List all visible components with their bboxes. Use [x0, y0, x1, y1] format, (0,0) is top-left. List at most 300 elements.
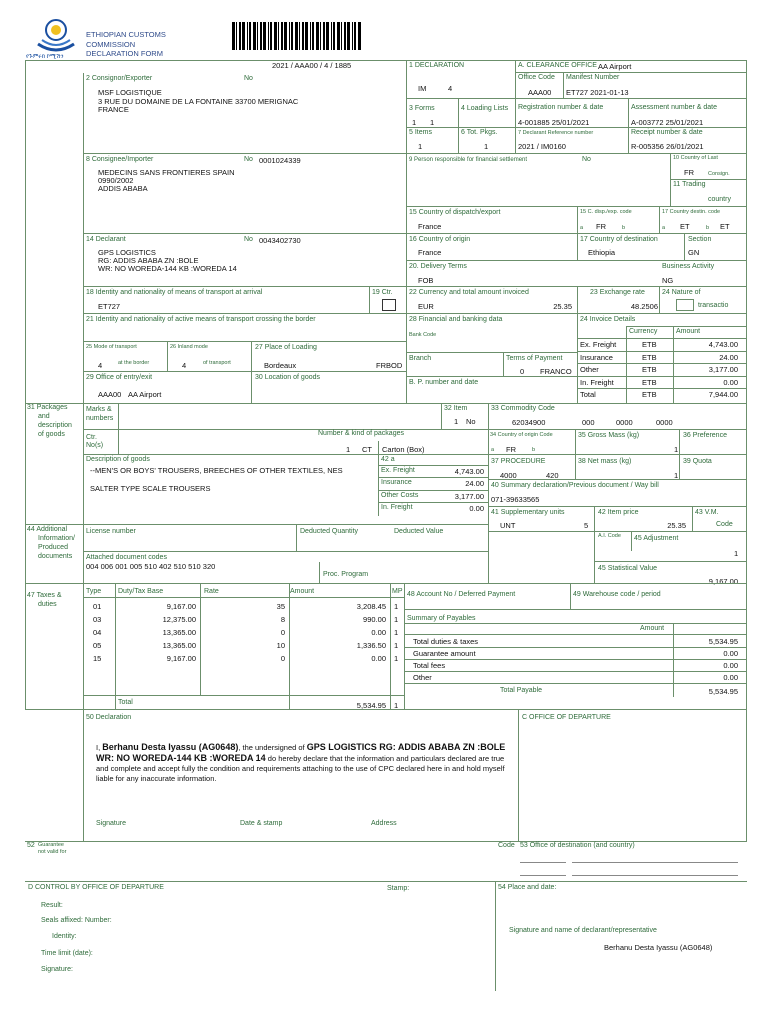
dest-b: b: [706, 225, 710, 231]
origin-value: France: [418, 248, 442, 257]
declarant-no-label: No: [244, 236, 253, 243]
barcode-bar: [347, 22, 350, 50]
mode-border-label: 25 Mode of transport: [86, 344, 137, 350]
section-label: Section: [688, 236, 712, 243]
barcode-bar: [249, 22, 251, 50]
dispatch-a: a: [580, 225, 584, 231]
delivery-value: FOB: [418, 276, 434, 285]
barcode-bar: [253, 22, 256, 50]
invoice-row-currency: ETB: [642, 352, 657, 362]
loading-code: FRBOD: [376, 361, 403, 370]
location-label: 30 Location of goods: [255, 374, 320, 381]
barcode-bar: [358, 22, 361, 50]
mode-border-sub: at the border: [118, 360, 150, 366]
payables-label: Summary of Payables: [407, 615, 476, 622]
declarant-l1: GPS LOGISTICS: [98, 248, 156, 257]
tot-pkgs-value: 1: [484, 142, 489, 151]
barcode-bar: [242, 22, 245, 50]
pkgs-n: 1: [346, 445, 351, 454]
dispatch-value: France: [418, 222, 442, 231]
office-code: AAA00: [528, 88, 552, 97]
invoice-row-name: Other: [580, 365, 599, 374]
nature-box: [676, 299, 694, 311]
invoice-row-amount: 24.00: [719, 352, 738, 362]
rule-line: [577, 338, 747, 339]
goods-side-3: description: [38, 422, 72, 429]
org-line1: ETHIOPIAN CUSTOMS: [86, 30, 166, 39]
business-value: NG: [662, 276, 674, 285]
supp-label: 41 Supplementary units: [491, 509, 565, 516]
assessment-value: A-003772 25/01/2021: [631, 118, 704, 127]
consignor-l1: MSF LOGISTIQUE: [98, 88, 162, 97]
a42-row-value: 0.00: [469, 503, 484, 513]
bp-label: B. P. number and date: [409, 379, 479, 386]
barcode-bar: [305, 22, 308, 50]
rule-line: [673, 623, 674, 697]
dest-code2: ET: [720, 222, 730, 231]
marks-label2: numbers: [86, 415, 114, 422]
consignee-l3: ADDIS ABABA: [98, 184, 148, 193]
barcode-bar: [323, 22, 325, 50]
barcode-bar: [341, 22, 342, 50]
guarantee-code-label: Code: [498, 842, 515, 849]
pkgs-desc: Carton (Box): [382, 445, 425, 454]
receipt-label: Receipt number & date: [631, 129, 703, 136]
barcode-bar: [302, 22, 304, 50]
gross-label: 35 Gross Mass (kg): [578, 432, 640, 439]
fin-bank-label: 28 Financial and banking data: [409, 316, 503, 323]
item-v1: 1: [454, 417, 459, 426]
barcode-bar: [326, 22, 329, 50]
guarantee-sub2: not valid for: [38, 849, 67, 855]
country-last-sub: Consign.: [708, 171, 730, 177]
consignor-l2: 3 RUE DU DOMAINE DE LA FONTAINE 33700 MERIGNAC: [98, 97, 299, 106]
consignor-no-label: No: [244, 75, 253, 82]
commodity-label: 33 Commodity Code: [491, 405, 555, 412]
forms-label: 3 Forms: [409, 105, 435, 112]
a42-row-name: Ex. Freight: [381, 467, 415, 474]
additional-side-4: documents: [38, 553, 73, 560]
declaration-text: [96, 742, 506, 784]
commodity-c1: 000: [582, 418, 595, 427]
invoice-row-amount: 4,743.00: [708, 340, 738, 349]
rule-line: [404, 659, 747, 660]
gross-value: 1: [674, 445, 679, 454]
country-last-label: 10 Country of Last: [673, 155, 718, 161]
rule-line: [577, 351, 747, 352]
origin-code-b: b: [532, 447, 536, 453]
summary-value: 071-39633565: [491, 495, 540, 504]
ctr-no-label: Ctr.: [86, 434, 97, 441]
declarant-l2: RG: ADDIS ABABA ZN :BOLE: [98, 256, 199, 265]
barcode-bar: [331, 22, 332, 50]
goods-side-1: 31 Packages: [27, 404, 68, 411]
branch-label: Branch: [409, 355, 432, 362]
barcode-bar: [354, 22, 356, 50]
box1-v1: IM: [418, 84, 427, 93]
commodity-c2: 0000: [616, 418, 633, 427]
loading-value: Bordeaux: [264, 361, 297, 370]
taxes-total-mp: 1: [394, 701, 399, 710]
terms-v1: 0: [520, 367, 525, 376]
sig-name: Berhanu Desta Iyassu (AG0648): [604, 943, 713, 952]
deducted-val-label: Deducted Value: [394, 528, 444, 535]
additional-side-3: Produced: [38, 544, 68, 551]
ai-code-label: A.I. Code: [598, 533, 621, 539]
ctr-checkbox[interactable]: [382, 299, 396, 311]
invoice-row-name: Total: [580, 390, 596, 399]
payable-row-name: Total duties & taxes: [413, 637, 479, 646]
terms-v2: FRANCO: [540, 367, 572, 376]
barcode-bar: [344, 22, 346, 50]
payable-row-value: 0.00: [723, 673, 738, 682]
a42-row-value: 24.00: [465, 479, 484, 489]
stat-value: 9,167.00: [708, 577, 738, 586]
rule-line: [404, 647, 747, 648]
declaration-p1: I,: [96, 743, 103, 752]
place-date-label: 54 Place and date:: [498, 884, 557, 891]
transport-arrival-label: 18 Identity and nationality of means of transport at arrival: [86, 289, 263, 296]
dest-code: ET: [680, 222, 690, 231]
invoice-row-currency: ETB: [642, 340, 657, 349]
origin-label: 16 Country of origin: [409, 236, 471, 243]
tax-row-type: 04: [93, 628, 102, 637]
barcode-bar: [268, 22, 269, 50]
invoice-amount-label: Amount: [676, 328, 701, 335]
tot-pkgs-label: 6 Tot. Pkgs.: [461, 129, 498, 136]
items-value: 1: [418, 142, 423, 151]
item-v2: No: [466, 417, 476, 426]
taxes-side-2: duties: [38, 601, 57, 608]
invoice-row-currency: ETB: [642, 377, 657, 387]
ctr-label: 19 Ctr.: [372, 289, 393, 296]
a42-row-name: In. Freight: [381, 503, 413, 511]
rule-line: [378, 465, 488, 466]
seals-label: Seals affixed: Number:: [41, 917, 112, 924]
warehouse-label: 49 Warehouse code / period: [573, 591, 661, 598]
tax-row-amount: 3,208.45: [356, 602, 386, 611]
barcode-bar: [295, 22, 298, 50]
identity-label: Identity:: [52, 933, 77, 940]
pref-label: 36 Preference: [683, 432, 727, 439]
trading-sub: country: [708, 196, 731, 203]
pkgs-k: CT: [362, 445, 372, 454]
office-code-label: Office Code: [518, 74, 555, 81]
barcode-bar: [270, 22, 272, 50]
net-label: 38 Net mass (kg): [578, 458, 632, 465]
declaration-ref: 2021 / AAA00 / 4 / 1885: [272, 61, 352, 70]
mode-border: 4: [98, 361, 103, 370]
bank-code-label: Bank Code: [409, 332, 437, 338]
taxes-type-label: Type: [86, 588, 102, 595]
signature-ctrl-label: Signature:: [41, 966, 73, 973]
origin-code-a: a: [491, 447, 495, 453]
tax-row-rate: 0: [280, 654, 285, 663]
invoice-row-name: Ex. Freight: [580, 340, 617, 349]
payable-row-name: Total fees: [413, 661, 446, 670]
barcode-bar: [281, 22, 283, 50]
tax-row-mp: 1: [394, 654, 399, 663]
net-value: 1: [674, 471, 679, 480]
consignee-l1: MEDECINS SANS FRONTIERES SPAIN: [98, 168, 235, 177]
invoice-row-amount: 3,177.00: [708, 365, 738, 374]
logo-text: የጉምሩክ ኮሚሽን: [26, 54, 64, 60]
payable-row-name: Guarantee amount: [413, 649, 476, 658]
price-label: 42 Item price: [598, 509, 639, 516]
tax-row-rate: 0: [280, 628, 285, 637]
org-line3: DECLARATION FORM: [86, 49, 163, 58]
items-label: 5 Items: [409, 129, 432, 136]
barcode-bar: [333, 22, 335, 50]
guarantee-sub1: Guarantee: [38, 842, 64, 848]
payable-row-value: 5,534.95: [708, 637, 738, 646]
delivery-label: 20. Delivery Terms: [409, 263, 467, 270]
quota-label: 39 Quota: [683, 458, 712, 465]
invoice-currency-label: Currency: [629, 328, 658, 335]
tax-row-type: 03: [93, 615, 102, 624]
financial-no-label: No: [582, 156, 591, 163]
country-last-value: FR: [684, 168, 694, 177]
mode-inland-sub: of transport: [203, 360, 231, 366]
clearance-label: A. CLEARANCE OFFICE: [518, 62, 597, 69]
office-entry-label: 29 Office of entry/exit: [86, 374, 153, 381]
desc-line2: SALTER TYPE SCALE TROUSERS: [90, 484, 211, 493]
invoice-row-currency: ETB: [642, 365, 657, 374]
taxes-mp-label: MP: [392, 588, 403, 595]
clearance-value: AA Airport: [598, 62, 632, 71]
time-limit-label: Time limit (date):: [41, 950, 93, 957]
currency-amount: 25.35: [553, 302, 572, 311]
invoice-row-name: In. Freight: [580, 377, 614, 387]
barcode-bar: [316, 22, 319, 50]
summary-label: 40 Summary declaration/Previous document / Way bill: [491, 482, 659, 489]
dest-code-label: 17 Country destin. code: [662, 209, 721, 215]
guarantee-label: 52: [27, 842, 35, 849]
stamp-label: Stamp:: [387, 885, 410, 892]
a42-row-name: Insurance: [381, 479, 412, 487]
declarant-label: 14 Declarant: [86, 236, 126, 243]
invoice-row-currency: ETB: [642, 390, 657, 399]
barcode-bar: [337, 22, 340, 50]
barcode-bar: [232, 22, 235, 50]
registration-value: 4-001885 25/01/2021: [518, 118, 590, 127]
procedure-v2: 420: [546, 471, 559, 480]
rule-line: [577, 388, 747, 389]
item-label: 32 Item: [444, 405, 468, 412]
barcode-bar: [263, 22, 266, 50]
financial-label: 9 Person responsible for financial settlement: [409, 157, 528, 163]
departure-office-label: C OFFICE OF DEPARTURE: [522, 714, 611, 721]
desc-label: Description of goods: [86, 456, 150, 463]
manifest-number: ET727 2021-01-13: [566, 88, 629, 97]
control-label: D CONTROL BY OFFICE OF DEPARTURE: [28, 884, 164, 891]
office-entry-name: AA Airport: [128, 390, 162, 399]
tax-row-mp: 1: [394, 641, 399, 650]
tax-row-type: 01: [93, 602, 102, 611]
commodity-c3: 0000: [656, 418, 673, 427]
rule-line: [404, 671, 747, 672]
signature-label: Signature: [96, 820, 126, 827]
tax-row-rate: 35: [276, 602, 285, 611]
ctr-no-label2: No(s): [86, 442, 104, 449]
code-label: Code: [716, 521, 733, 528]
barcode-bar: [291, 22, 293, 50]
barcode-bar: [289, 22, 290, 50]
supp-value: 5: [584, 521, 589, 530]
dispatch-code: FR: [596, 222, 606, 231]
tax-row-type: 05: [93, 641, 102, 650]
business-label: Business Activity: [662, 263, 715, 270]
declarant-ref: 2021 / IM0160: [518, 142, 566, 151]
tax-row-amount: 990.00: [363, 615, 386, 624]
barcode-bar: [236, 22, 237, 50]
barcode-bar: [352, 22, 353, 50]
result-label: Result:: [41, 902, 63, 909]
barcode-bar: [310, 22, 311, 50]
taxes-amount-label: Amount: [290, 588, 315, 595]
attached-value: 004 006 001 005 510 402 510 510 320: [86, 562, 216, 571]
barcode-bar: [284, 22, 287, 50]
taxes-total-label: Total: [118, 699, 133, 706]
dispatch-code-label: 15 C. disp./exp. code: [580, 209, 632, 215]
account-label: 48 Account No / Deferred Payment: [407, 591, 516, 598]
invoice-row-amount: 7,944.00: [708, 390, 738, 399]
barcode-bar: [257, 22, 258, 50]
transport-arrival-value: ET727: [98, 302, 121, 311]
barcode-bar: [260, 22, 262, 50]
declarant-ref-label: 7 Declarant Reference number: [518, 130, 594, 136]
tax-row-rate: 10: [276, 641, 285, 650]
loading-label: 27 Place of Loading: [255, 344, 317, 351]
rule-line: [577, 363, 747, 364]
nature-label: 24 Nature of: [662, 289, 701, 296]
a42-row-name: Other Costs: [381, 491, 419, 499]
additional-side-1: 44 Additional: [27, 526, 68, 533]
vm-label: 43 V.M.: [695, 509, 719, 516]
assessment-label: Assessment number & date: [631, 104, 717, 111]
tax-row-base: 13,365.00: [162, 628, 196, 637]
tax-row-mp: 1: [394, 628, 399, 637]
box1-label: 1 DECLARATION: [409, 62, 465, 69]
manifest-label: Manifest Number: [566, 74, 620, 81]
tax-row-base: 9,167.00: [166, 654, 196, 663]
tax-row-amount: 0.00: [371, 654, 386, 663]
nature-sub: transactio: [698, 302, 729, 309]
origin-code-label: 34 Country of origin Code: [490, 432, 553, 438]
total-payable: 5,534.95: [708, 687, 738, 696]
additional-side-2: Information/: [38, 535, 75, 542]
rule-line: [577, 376, 747, 377]
exchange-rate: 48.2506: [630, 302, 658, 311]
tax-row-base: 13,365.00: [162, 641, 196, 650]
declarant-name: Berhanu Desta Iyassu (AG0648): [102, 742, 239, 752]
terms-label: Terms of Payment: [506, 355, 563, 362]
mode-inland-label: 26 Inland mode: [170, 344, 208, 350]
currency-cur: EUR: [418, 302, 434, 311]
taxes-base-label: Duty/Tax Base: [118, 588, 164, 595]
active-transport-label: 21 Identity and nationality of active means of transport crossing the border: [86, 316, 316, 323]
rule-line: [404, 683, 747, 684]
consignor-label: 2 Consignor/Exporter: [86, 75, 153, 82]
barcode-bar: [320, 22, 321, 50]
dispatch-b: b: [622, 225, 626, 231]
tax-row-mp: 1: [394, 602, 399, 611]
declarant-no: 0043402730: [259, 236, 301, 245]
destination-label: 17 Country of destination: [580, 236, 658, 243]
trading-label: 11 Trading: [673, 181, 706, 188]
invoice-row-amount: 0.00: [723, 377, 738, 387]
declaration-label: 50 Declaration: [86, 714, 132, 721]
dispatch-label: 15 Country of dispatch/export: [409, 209, 501, 216]
barcode-bar: [239, 22, 241, 50]
procedure-label: 37 PROCEDURE: [491, 458, 546, 465]
taxes-rate-label: Rate: [204, 588, 219, 595]
invoice-label: 24 Invoice Details: [580, 316, 636, 323]
supp-unit: UNT: [500, 521, 516, 530]
deducted-qty-label: Deducted Quantity: [300, 528, 358, 535]
adjustment-label: 45 Adjustment: [634, 535, 679, 542]
license-label: License number: [86, 528, 136, 535]
barcode-bar: [278, 22, 279, 50]
payable-row-value: 0.00: [723, 649, 738, 658]
price-value: 25.35: [667, 521, 686, 530]
forms-v2: 1: [430, 118, 435, 127]
pkgs-label: Number & kind of packages: [318, 430, 404, 437]
declaration-p2: , the undersigned of: [238, 743, 307, 752]
currency-label: 22 Currency and total amount invoiced: [409, 289, 529, 296]
total-payable-label: Total Payable: [500, 687, 543, 694]
tax-row-type: 15: [93, 654, 102, 663]
tax-row-amount: 0.00: [371, 628, 386, 637]
tax-row-amount: 1,336.50: [356, 641, 386, 650]
taxes-side-1: 47 Taxes &: [27, 592, 62, 599]
taxes-total: 5,534.95: [356, 701, 386, 710]
declarant-company: GPS LOGISTICS RG: ADDIS ABABA ZN :BOLE WR: NO WOREDA-144 KB :WOREDA 14: [96, 742, 506, 763]
rule-line: [378, 477, 488, 478]
adjustment-value: 1: [734, 549, 739, 558]
barcode-bar: [274, 22, 277, 50]
receipt-value: R-005356 26/01/2021: [631, 142, 704, 151]
commodity-code: 62034900: [512, 418, 546, 427]
consignee-no: 0001024339: [259, 156, 301, 165]
attached-label: Attached document codes: [86, 554, 167, 561]
rule-line: [378, 490, 488, 491]
loading-lists-label: 4 Loading Lists: [461, 105, 509, 112]
office-entry-code: AAA00: [98, 390, 122, 399]
tax-row-base: 12,375.00: [162, 615, 196, 624]
dest-a: a: [662, 225, 666, 231]
desc-line1: --MEN'S OR BOYS' TROUSERS, BREECHES OF OTHER TEXTILES, NES: [90, 466, 343, 475]
rule-line: [378, 502, 488, 503]
forms-v1: 1: [412, 118, 417, 127]
tax-row-rate: 8: [280, 615, 285, 624]
date-stamp-label: Date & stamp: [240, 820, 283, 827]
goods-side-4: of goods: [38, 431, 65, 438]
declarant-l3: WR: NO WOREDA-144 KB :WOREDA 14: [98, 264, 237, 273]
a42-row-value: 4,743.00: [454, 467, 484, 476]
tax-row-base: 9,167.00: [166, 602, 196, 611]
consignee-no-label: No: [244, 156, 253, 163]
destination-value: Ethiopia: [588, 248, 616, 257]
consignor-l3: FRANCE: [98, 105, 129, 114]
payable-row-value: 0.00: [723, 661, 738, 670]
box1-v2: 4: [448, 84, 453, 93]
payables-amount-label: Amount: [640, 625, 665, 632]
section-value: GN: [688, 248, 700, 257]
tax-row-mp: 1: [394, 615, 399, 624]
consignee-label: 8 Consignee/Importer: [86, 156, 154, 163]
a42-row-value: 3,177.00: [454, 491, 484, 501]
